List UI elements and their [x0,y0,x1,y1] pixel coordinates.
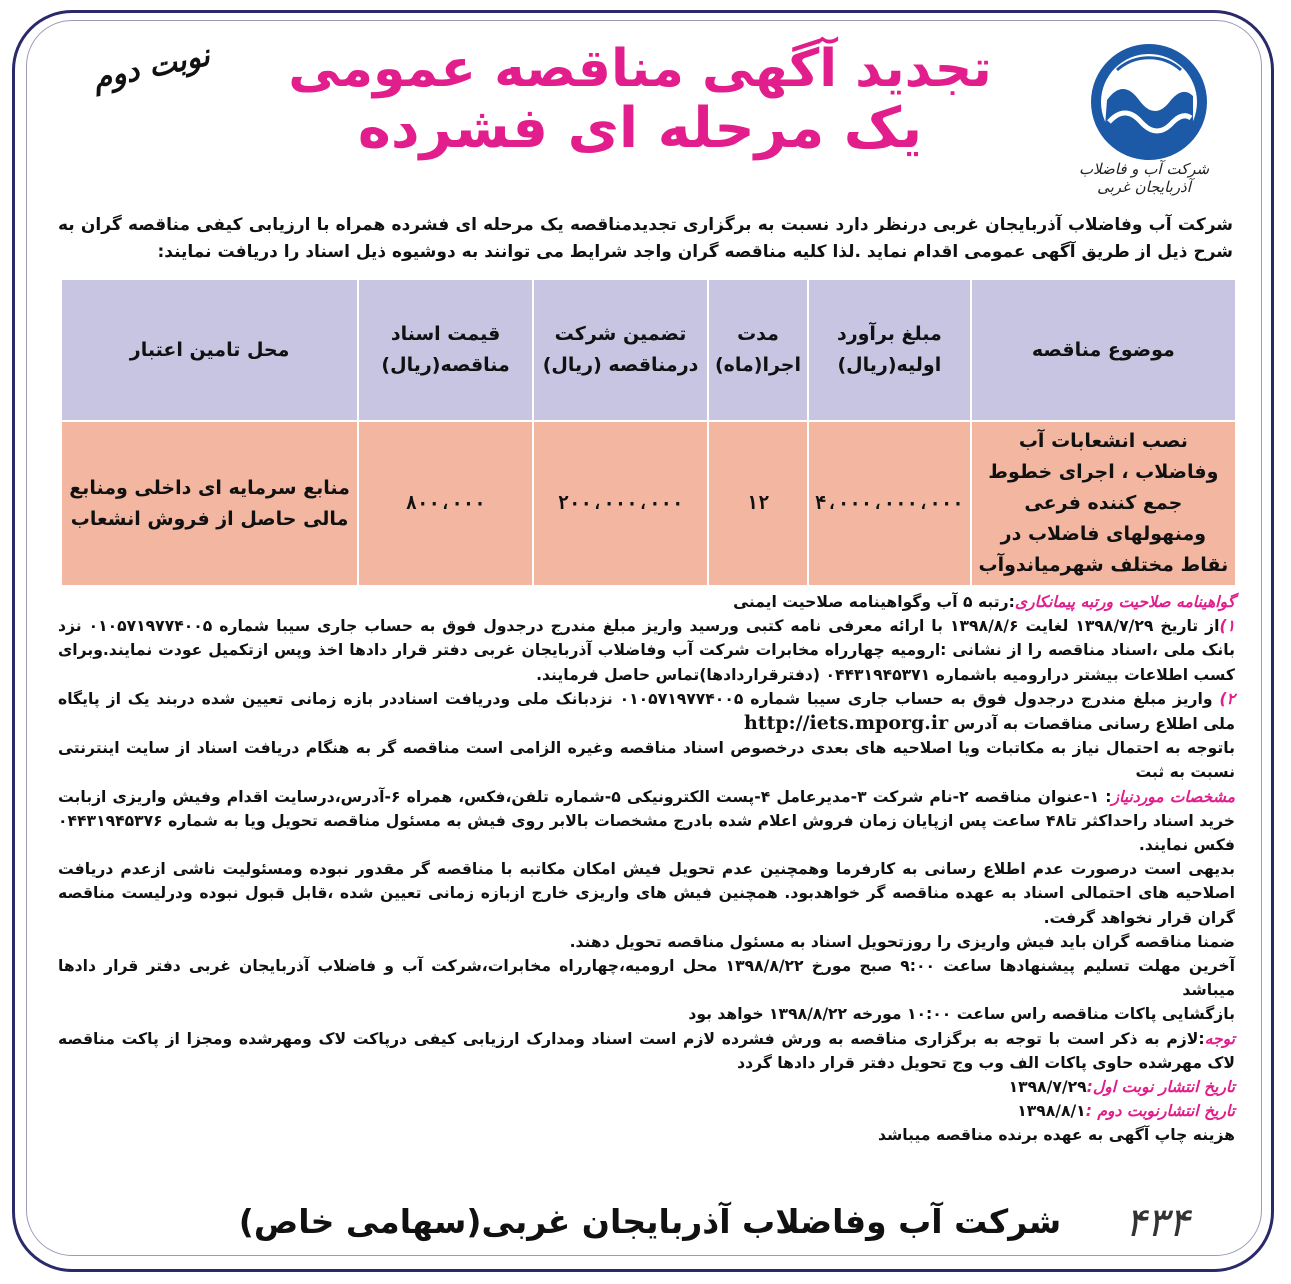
spec-text: : ۱-عنوان مناقصه ۲-نام شرکت ۳-مدیرعامل ۴-پست الکترونیکی ۵-شماره تلفن،فکس، همراه ۶-آدرس،درسایت اقدام وفیش واریزی ازبابت خرید اسناد راحداکثر تا۴۸ ساعت پس ازپایان زمان فروش اعلام شده بادرج مشخصات بالابر روی فیش به مسئول مناقصه تحویل ویا به شماره ۰۴۴۳۱۹۴۵۳۷۶ فکس نمایند. [58,787,1236,855]
title-line-1: تجدید آگهی مناقصه عمومی [288,39,992,99]
cell-estimate: ۴،۰۰۰،۰۰۰،۰۰۰ [808,421,971,586]
logo-caption: شرکت آب و فاضلاب آذربایجان غربی [1078,160,1210,196]
item-1-number: ۱) [1219,617,1236,636]
cost-line: هزینه چاپ آگهی به عهده برنده مناقصه میباشد [877,1126,1235,1145]
website-link[interactable]: http://iets.mporg.ir [744,712,949,735]
notice-body [58,590,1235,1148]
notice-line [58,1027,1235,1075]
cell-guarantee: ۲۰۰،۰۰۰،۰۰۰ [533,421,708,586]
certificate-line [58,590,1235,614]
publish-1-label: تاریخ انتشار نوبت اول: [1086,1078,1235,1097]
cell-subject: نصب انشعابات آب وفاضلاب ، اجرای خطوط جمع کننده فرعی ومنهولهای فاضلاب در نقاط مختلف شهرمیاندوآب [971,421,1236,586]
col-duration: مدت اجرا(ماه) [708,279,808,421]
notice-title [250,40,1030,161]
item-1 [58,614,1235,687]
publish-2-label: تاریخ انتشارنوبت دوم : [1085,1102,1235,1121]
item-2 [58,687,1235,736]
publish-date-1 [58,1075,1235,1099]
note-1: باتوجه به احتمال نیاز به مکاتبات ویا اصلاحیه های بعدی درخصوص اسناد مناقصه وغیره الزامی است مناقصه گر به هنگام دریافت اسناد از سایت اینترنتی نسبت به ثبت [58,739,1235,782]
certificate-label: گواهینامه صلاحیت ورتبه پیمانکاری [1014,593,1235,611]
round-label: نوبت دوم [89,38,213,97]
deadline-line: آخرین مهلت تسلیم پیشنهادها ساعت ۹:۰۰ صبح مورخ ۱۳۹۸/۸/۲۲ محل ارومیه،چهارراه مخابرات،شرکت آب و فاضلاب آذربایجان غربی دفتر قرار دادها میباشد [58,957,1235,1000]
note-2: بدیهی است درصورت عدم اطلاع رسانی به کارفرما وهمچنین عدم تحویل فیش امکان مکاتبه با مناقصه گر مقدور نبوده ومسئولیت ناشی ازعدم دریافت اصلاحیه های احتمالی اسناد به عهده مناقصه گر خواهدبود. همچنین فیش های واریزی خارج ازبازه زمانی تعیین شده ،قابل قبول نبوده ودرلیست مناقصه گران قرار نخواهد گرفت. [58,860,1235,927]
col-funding: محل تامین اعتبار [61,279,358,421]
cell-duration: ۱۲ [708,421,808,586]
table-row [61,421,1236,586]
publish-1-date: ۱۳۹۸/۷/۲۹ [1008,1078,1087,1097]
item-1-text: از تاریخ ۱۳۹۸/۷/۲۹ لغایت ۱۳۹۸/۸/۶ با ارائه معرفی نامه کتبی ورسید واریز مبلغ مندرج درجدول فوق به حساب جاری سیبا شماره ۰۱۰۵۷۱۹۷۷۴۰۰۵ نزد بانک ملی ،اسناد مناقصه را از نشانی :ارومیه چهارراه مخابرات شرکت آب وفاضلاب آذربایجان غربی دفتر قرار دادها اخذ وپس ازتکمیل عودت نمایند.وبرای کسب اطلاعات بیشتر درارومیه باشماره ۰۴۴۳۱۹۴۵۳۷۱ (دفترقراردادها)تماس حاصل فرمایند. [58,617,1235,684]
spec-label: مشخصات موردنیاز [1111,787,1236,806]
item-2-text: واریز مبلغ مندرج درجدول فوق به حساب جاری سیبا شماره ۰۱۰۵۷۱۹۷۷۴۰۰۵ نزدبانک ملی ودریافت اسناددر بازه زمانی تعیین شده دربند یک از پایگاه ملی اطلاع رسانی مناقصات به آدرس [58,689,1235,734]
cell-doc-price: ۸۰۰،۰۰۰ [358,421,533,586]
spec-line [58,785,1235,858]
title-line-2: یک مرحله ای فشرده [357,96,923,162]
col-estimate: مبلغ برآورد اولیه(ریال) [808,279,971,421]
notice-label: توجه [1204,1029,1235,1048]
notice-text: :لازم به ذکر است با توجه به برگزاری مناقصه به ورش فشرده لازم است اسناد ومدارک ارزیابی کیفی درپاکت لاک ومهرشده ومجزا از پاکت مناقصه لاک مهرشده حاوی پاکات الف وب وج تحویل دفتر قرار دادها گردد [58,1029,1235,1072]
table-header-row [61,279,1236,421]
col-subject: موضوع مناقصه [971,279,1236,421]
col-guarantee: تضمین شرکت درمناقصه (ریال) [533,279,708,421]
note-3: ضمنا مناقصه گران باید فیش واریزی را روزتحویل اسناد به مسئول مناقصه تحویل دهند. [569,932,1235,951]
intro-paragraph: شرکت آب وفاضلاب آذربایجان غربی درنظر دارد نسبت به برگزاری تجدیدمناقصه یک مرحله ای فشرده همراه با ارزیابی کیفی مناقصه گران به شرح ذیل از طریق آگهی عمومی اقدام نماید .لذا کلیه مناقصه گران واجد شرایط می توانند به دوشیوه ذیل اسناد را دریافت نمایند: [58,215,1233,262]
certificate-text: :رتبه ۵ آب وگواهینامه صلاحیت ایمنی [733,593,1015,611]
footer-company: شرکت آب وفاضلاب آذربایجان غربی(سهامی خاص) [238,1202,1062,1241]
tender-table [60,278,1237,587]
item-2-number: ۲) [1219,689,1236,708]
opening-line: بازگشایی پاکات مناقصه راس ساعت ۱۰:۰۰ مورخه ۱۳۹۸/۸/۲۲ خواهد بود [688,1005,1235,1024]
publish-date-2 [58,1099,1235,1123]
col-doc-price: قیمت اسناد مناقصه(ریال) [358,279,533,421]
publish-2-date: ۱۳۹۸/۸/۱ [1017,1102,1086,1121]
handwritten-code: ۴۳۴ [1125,1200,1190,1246]
cell-funding: منابع سرمایه ای داخلی ومنابع مالی حاصل از فروش انشعاب [61,421,358,586]
